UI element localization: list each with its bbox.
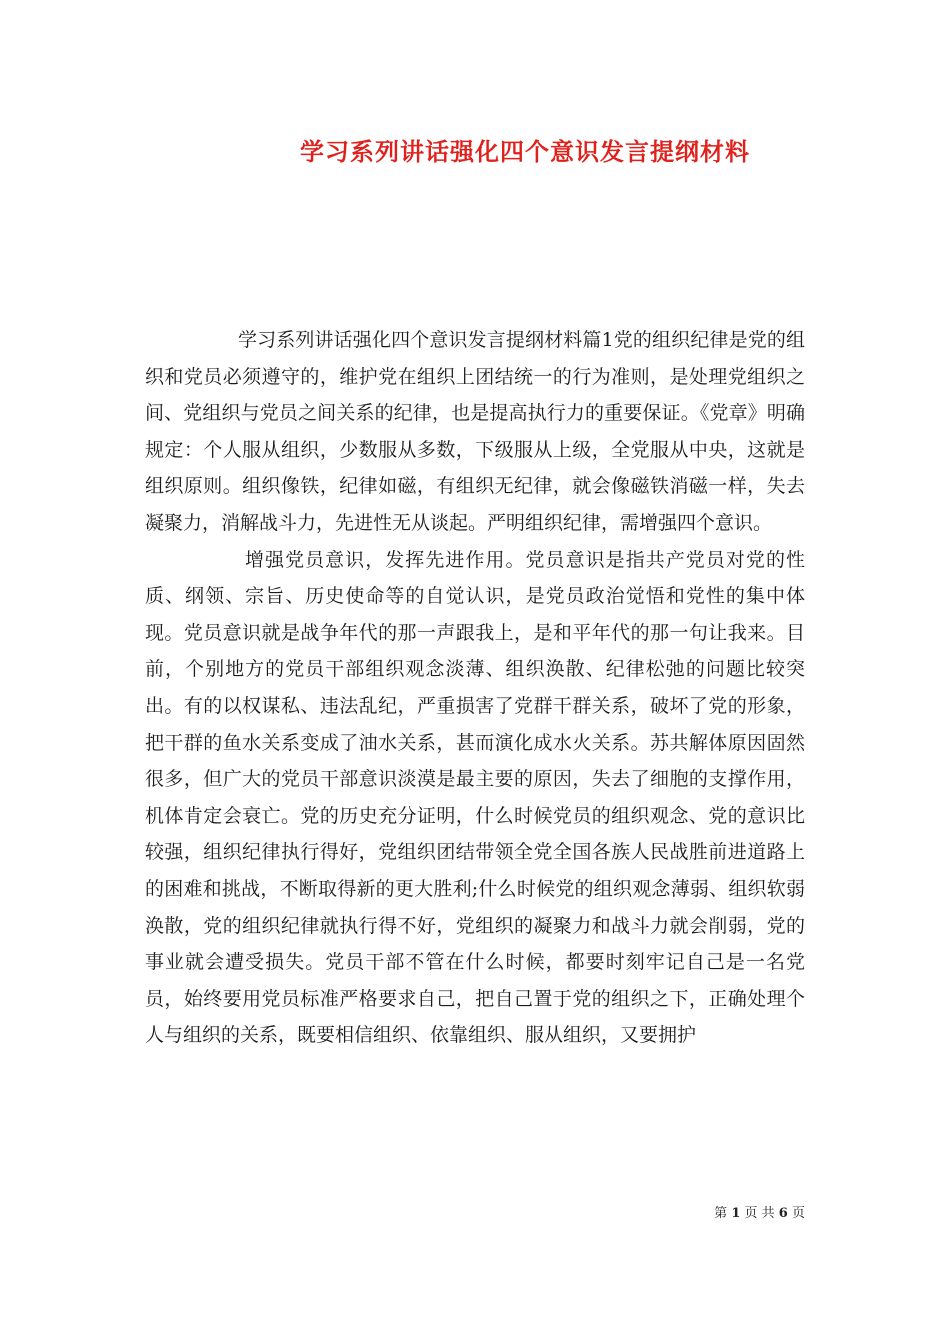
page-number-footer — [714, 1206, 805, 1222]
document-body — [145, 322, 805, 1054]
document-title: 学习系列讲话强化四个意识发言提纲材料 — [300, 137, 750, 166]
footer-prefix: 第 — [714, 1206, 728, 1221]
footer-current-page: 1 — [731, 1206, 741, 1221]
footer-suffix: 页 — [791, 1206, 805, 1221]
footer-middle: 页 共 — [744, 1206, 775, 1221]
paragraph-1: 学习系列讲话强化四个意识发言提纲材料篇1党的组织纪律是党的组织和党员必须遵守的，维护党在组织上团结统一的行为准则，是处理党组织之间、党组织与党员之间关系的纪律，也是提高执行力的重要保证。《党章》明确规定：个人服从组织，少数服从多数，下级服从上级，全党服从中央，这就是组织原则。组织像铁，纪律如磁，有组织无纪律，就会像磁铁消磁一样，失去凝聚力，消解战斗力，先进性无从谈起。严明组织纪律，需增强四个意识。 — [145, 329, 805, 534]
paragraph-2: 增强党员意识，发挥先进作用。党员意识是指共产党员对党的性质、纲领、宗旨、历史使命等的自觉认识，是党员政治觉悟和党性的集中体现。党员意识就是战争年代的那一声跟我上，是和平年代的那一句让我来。目前，个别地方的党员干部组织观念淡薄、组织涣散、纪律松弛的问题比较突出。有的以权谋私、违法乱纪，严重损害了党群干群关系，破坏了党的形象，把干群的鱼水关系变成了油水关系，甚而演化成水火关系。苏共解体原因固然很多，但广大的党员干部意识淡漠是最主要的原因，失去了细胞的支撑作用，机体肯定会衰亡。党的历史充分证明，什么时候党员的组织观念、党的意识比较强，组织纪律执行得好，党组织团结带领全党全国各族人民战胜前进道路上的困难和挑战，不断取得新的更大胜利;什么时候党的组织观念薄弱、组织软弱涣散，党的组织纪律就执行得不好，党组织的凝聚力和战斗力就会削弱，党的事业就会遭受损失。党员干部不管在什么时候，都要时刻牢记自己是一名党员，始终要用党员标准严格要求自己，把自己置于党的组织之下，正确处理个人与组织的关系，既要相信组织、依靠组织、服从组织，又要拥护 — [145, 548, 805, 1047]
footer-total-pages: 6 — [778, 1206, 788, 1221]
